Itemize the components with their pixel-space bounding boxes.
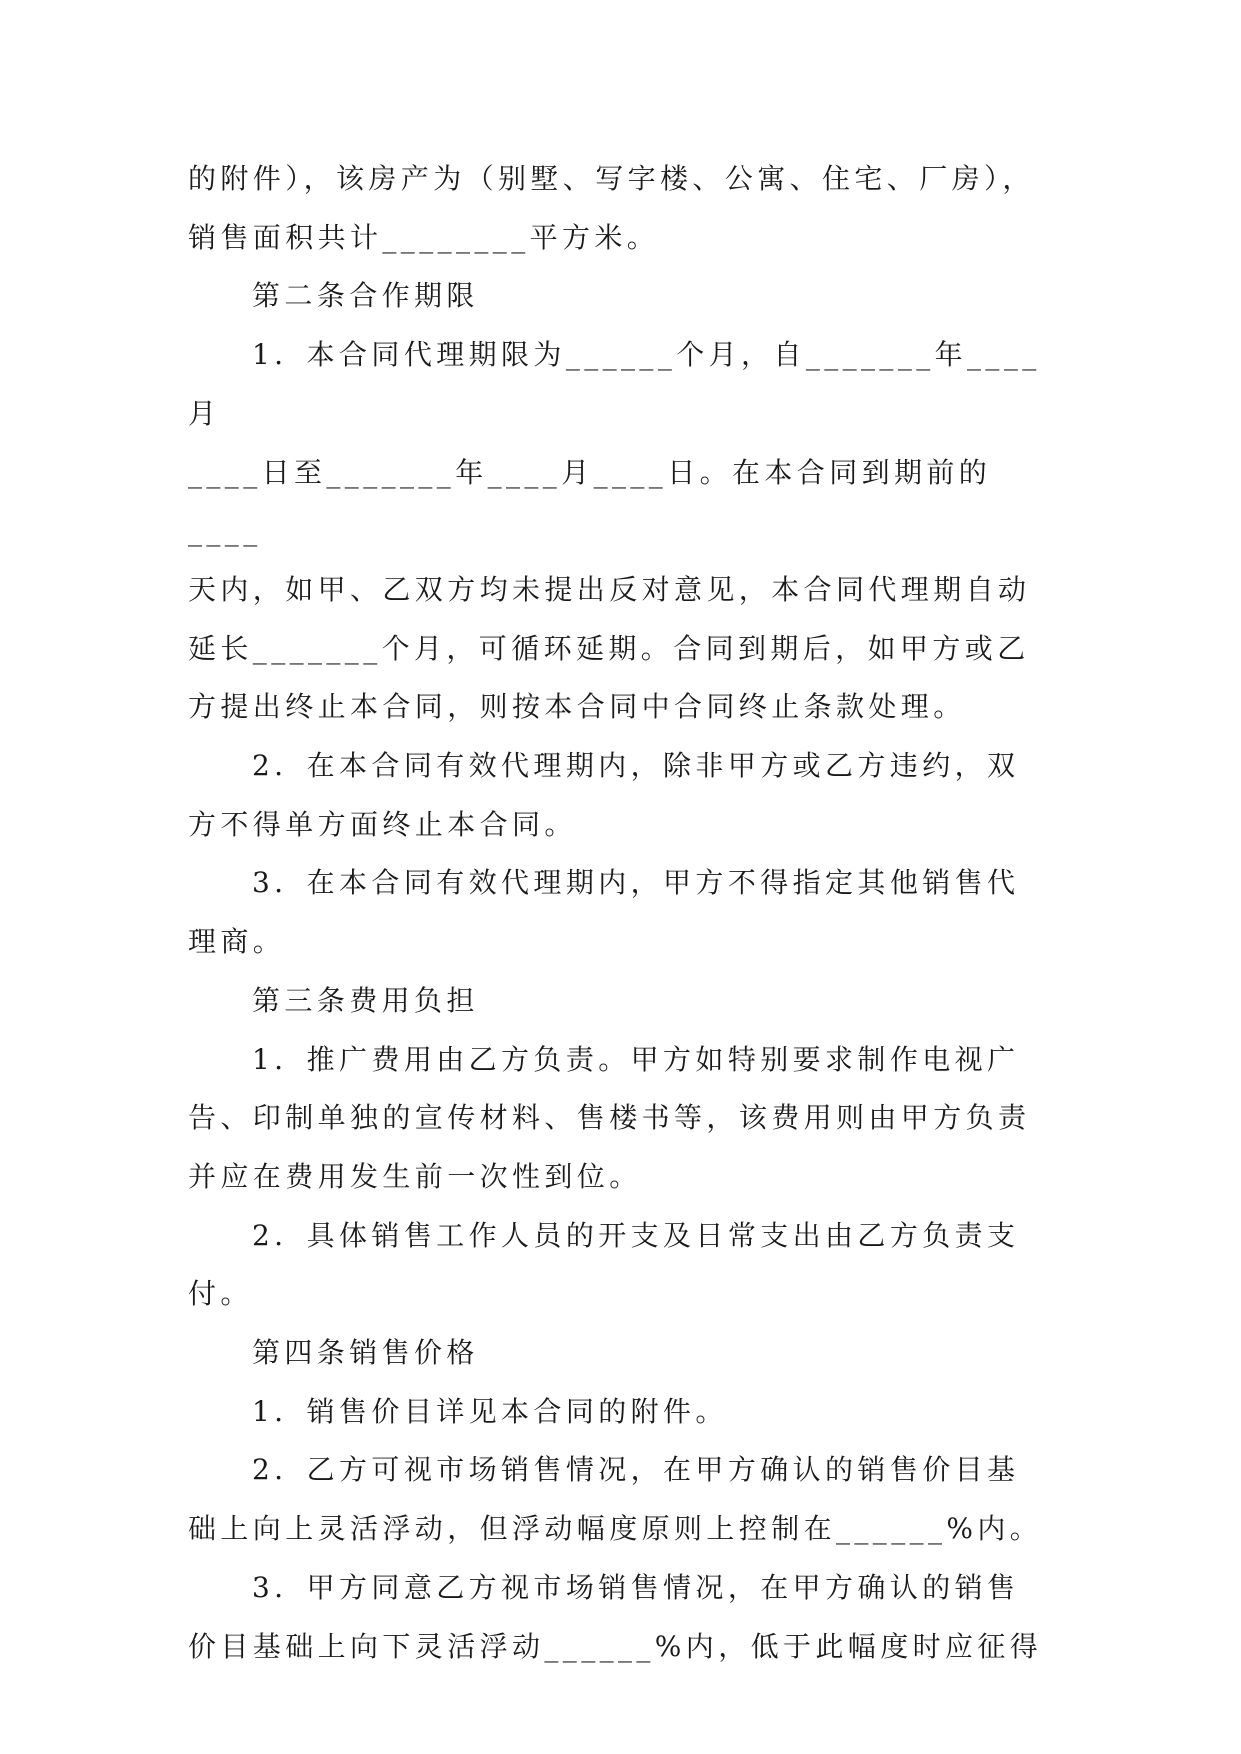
paragraph-line: 2．具体销售工作人员的开支及日常支出由乙方负责支 [252, 1218, 1020, 1252]
paragraph-line: 并应在费用发生前一次性到位。 [188, 1159, 642, 1193]
section-heading: 第二条合作期限 [252, 279, 479, 313]
paragraph-line: 3．甲方同意乙方视市场销售情况，在甲方确认的销售 [252, 1570, 1020, 1604]
paragraph-line: 销售面积共计________平方米。 [188, 220, 660, 254]
paragraph-line: 的附件），该房产为（别墅、写字楼、公寓、住宅、厂房）， [188, 162, 1035, 195]
paragraph-line: 1．推广费用由乙方负责。甲方如特别要求制作电视广 [252, 1042, 1020, 1076]
section-heading: 第三条费用负担 [252, 983, 479, 1017]
paragraph-line: 1．本合同代理期限为______个月，自_______年____月 [188, 338, 1041, 430]
paragraph-line: ____日至_______年____月____日。在本合同到期前的____ [188, 455, 992, 548]
paragraph-line: 价目基础上向下灵活浮动______%内，低于此幅度时应征得 [188, 1629, 1043, 1663]
paragraph-line: 方不得单方面终止本合同。 [188, 807, 577, 841]
document-page [188, 150, 1058, 1676]
paragraph-line: 方提出终止本合同，则按本合同中合同终止条款处理。 [188, 690, 966, 724]
paragraph-line: 1．销售价目详见本合同的附件。 [252, 1394, 728, 1428]
paragraph-line: 理商。 [188, 925, 286, 959]
paragraph-line: 础上向上灵活浮动，但浮动幅度原则上控制在______%内。 [188, 1512, 1043, 1546]
paragraph-line: 2．在本合同有效代理期内，除非甲方或乙方违约，双 [252, 749, 1020, 783]
paragraph-line: 2．乙方可视市场销售情况，在甲方确认的销售价目基 [252, 1453, 1020, 1487]
paragraph-line: 延长_______个月，可循环延期。合同到期后，如甲方或乙 [188, 631, 1030, 665]
paragraph-line: 天内，如甲、乙双方均未提出反对意见，本合同代理期自动 [188, 572, 1031, 606]
section-heading: 第四条销售价格 [252, 1336, 479, 1370]
paragraph-line: 3．在本合同有效代理期内，甲方不得指定其他销售代 [252, 866, 1020, 900]
paragraph-line: 告、印制单独的宣传材料、售楼书等，该费用则由甲方负责 [188, 1101, 1031, 1135]
paragraph-line: 付。 [188, 1277, 253, 1311]
